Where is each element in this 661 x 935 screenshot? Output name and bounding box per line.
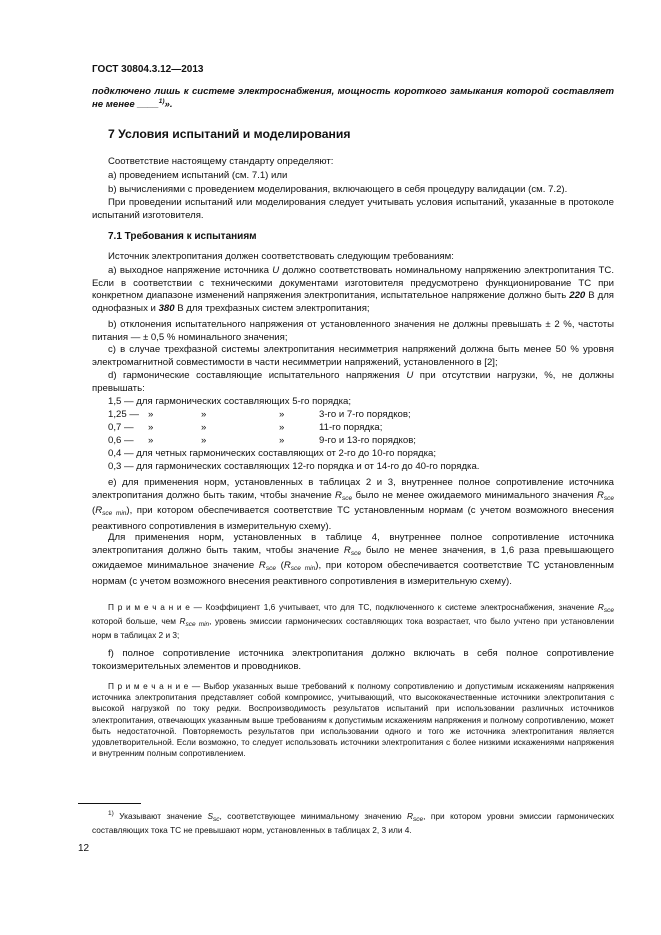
- section-7-intro: Соответствие настоящему стандарту определяют:: [108, 156, 334, 167]
- note-2: П р и м е ч а н и е — Выбор указанных выше требований к полному сопротивлению и допустимым искажениям напряжения источника электропитания представляет собой компромисс, учитывающий, что высококачественные источники электропитания с высокой нагрузкой по току редки. Воспроизводимость результатов испытаний при использовании различных источников электропитания, отвечающих указанным выше требованиям к допустимым искажениям напряжения и полному сопротивлению, может быть недостаточной. Повторяемость результатов при использовании одного и того же источника электропитания является удовлетворительной. Если возможно, то следует использовать источники электропитания с более низкими искажениями напряжения и внутренним полным сопротивлением.: [92, 681, 614, 759]
- requirements-intro: Источник электропитания должен соответствовать следующим требованиям:: [108, 251, 454, 262]
- section-7-1-heading: 7.1 Требования к испытаниям: [108, 231, 257, 242]
- section-7-heading: 7 Условия испытаний и моделирования: [108, 127, 351, 141]
- section-7-item-a: а) проведением испытаний (см. 7.1) или: [108, 170, 288, 181]
- footnote-divider: [78, 803, 141, 804]
- footnote-ref[interactable]: 1): [158, 97, 165, 105]
- page-number: 12: [78, 843, 90, 854]
- requirement-a: а) выходное напряжение источника U должно соответствовать номинальному напряжению электропитания ТС. Если в соответствии с техническими документами изготовителя предусмотрено функционирование ТС при конкретном диапазоне изменений напряжения электропитания, испытательное напряжение должно быть 220 В для однофазных и 380 В для трехфазных систем электропитания;: [92, 265, 615, 314]
- footnote-text: $^{1)}$ Указывают значение $S_{sc}$, соответствующее минимальному значению $R_{sce}$, при котором уровни эмиссии гармонических составляющих тока ТС не превышают норм, установленных в таблицах 2, 3 или 4.: [92, 810, 614, 836]
- requirement-b: b) отклонения испытательного напряжения от установленного значения не должны превышать ± 2 %, частоты питания — ± 0,5 % номинального значения;: [92, 319, 614, 343]
- section-7-item-b: b) вычислениями с проведением моделирования, включающего в себя процедуру валидации (см. 7.2).: [108, 184, 568, 195]
- section-7-paragraph: При проведении испытаний или моделирования следует учитывать условия испытаний, указанные в протоколе испытаний изготовителя.: [92, 197, 614, 221]
- requirement-d: d) гармонические составляющие испытательного напряжения U при отсутствии нагрузки, %, не должны превышать:: [92, 370, 614, 394]
- requirement-e: е) для применения норм, установленных в таблицах 2 и 3, внутреннее полное сопротивление источника электропитания должно быть таким, чтобы значение $R_{sce}$ было не менее ожидаемого минимального значения $R_{sce}$ $(R_{sce min})$, при котором обеспечивается соответствие ТС установленным нормам (с учетом возможного внесения реактивного сопротивления в измерительную схему).: [92, 477, 614, 532]
- table-4-paragraph: Для применения норм, установленных в таблице 4, внутреннее полное сопротивление источника электропитания должно быть таким, чтобы значение $R_{sce}$ было не менее значения, в 1,6 раза превышающего ожидаемое минимальное значение $R_{sce}$ $(R_{sce min})$, при котором обеспечивается соответствие ТС установленным нормам (с учетом возможного внесения реактивного сопротивления в измерительную схему).: [92, 532, 615, 587]
- harmonics-list: 1,5 — для гармонических составляющих 5-го порядка; 1,25 — » » » 3-го и 7-го порядков; 0,7 — » » » 11-го порядка; 0,6 — » » » 9-го и 13-го порядков; 0,4 — для четных гармонических составляющих от 2-го до 10-го порядка; 0,3 — для гармонических составляющих 12-го порядка и от 14-го до 40-го порядка.: [108, 396, 480, 472]
- harmonics-row: 1,5 — для гармонических составляющих 5-го порядка;: [108, 396, 352, 407]
- document-code: ГОСТ 30804.3.12—2013: [92, 64, 204, 75]
- harmonics-row: 0,4 — для четных гармонических составляющих от 2-го до 10-го порядка;: [108, 448, 437, 459]
- requirement-f: f) полное сопротивление источника электропитания должно включать в себя полное сопротивление токоизмерительных элементов и проводников.: [92, 648, 614, 672]
- note-1: П р и м е ч а н и е — Коэффициент 1,6 учитывает, что для ТС, подключенного к системе электроснабжения, значение $R_{sce}$ которой больше, чем $R_{sce min}$, уровень эмиссии гармонических составляющих тока возрастает, что было учтено при установлении норм в таблицах 2 и 3;: [92, 602, 614, 641]
- requirement-c: с) в случае трехфазной системы электропитания несимметрия напряжений должна быть менее 50 % уровня электромагнитной совместимости в части несимметрии напряжений, установленного в [2];: [92, 344, 614, 368]
- harmonics-row: 0,3 — для гармонических составляющих 12-го порядка и от 14-го до 40-го порядка.: [108, 461, 480, 472]
- intro-continuation: подключено лишь к системе электроснабжения, мощность короткого замыкания которой составляет не менее ____$^{1)}$».: [92, 86, 614, 110]
